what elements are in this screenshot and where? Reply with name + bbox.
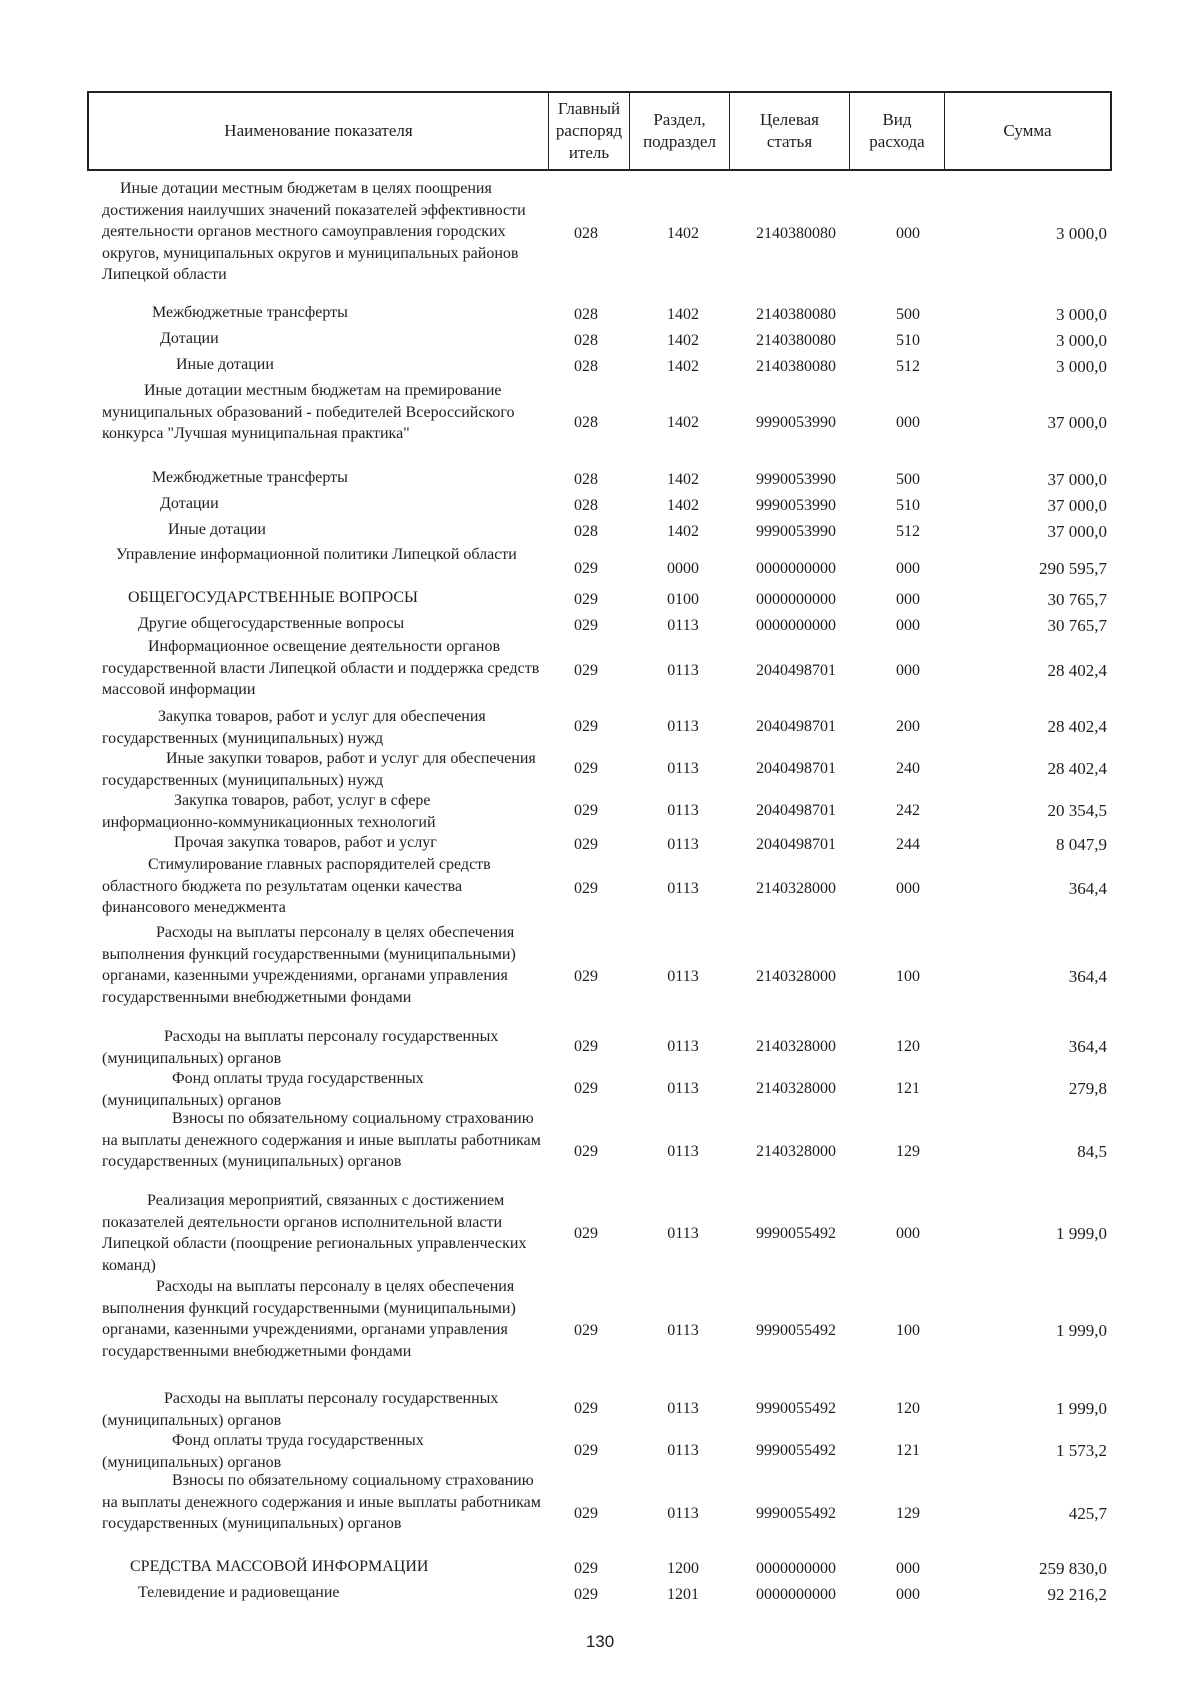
row-name: Межбюджетные трансферты — [152, 304, 348, 321]
row-vid-raskhoda: 000 — [896, 1225, 920, 1243]
table-header — [87, 91, 1112, 171]
row-name: Реализация мероприятий, связанных с достижением показателей деятельности органов исполнительной власти Липецкой области (поощрение региональных управленческих команд) — [102, 1192, 527, 1274]
row-summa: 3 000,0 — [1056, 356, 1107, 376]
row-name: Закупка товаров, работ, услуг в сфере информационно-коммуникационных технологий — [102, 792, 436, 831]
row-glavny-rasporyaditel: 029 — [574, 1400, 598, 1418]
row-razdel: 1402 — [667, 470, 699, 488]
row-name: Дотации — [160, 330, 219, 347]
row-tselevaya-statya: 2040498701 — [756, 718, 836, 736]
row-name: Взносы по обязательному социальному страхованию на выплаты денежного содержания и иные выплаты работникам государственных (муниципальных) органов — [102, 1472, 541, 1532]
row-summa: 364,4 — [1068, 879, 1107, 899]
row-glavny-rasporyaditel: 029 — [574, 718, 598, 736]
row-summa: 37 000,0 — [1047, 469, 1107, 489]
table-row — [0, 748, 1200, 790]
row-vid-raskhoda: 000 — [896, 225, 920, 243]
row-razdel: 0113 — [667, 1442, 699, 1460]
row-glavny-rasporyaditel: 029 — [574, 1038, 598, 1056]
row-name: Иные дотации — [176, 356, 274, 373]
row-name: Иные дотации местным бюджетам на премирование муниципальных образований - победителей Всероссийского конкурса "Лучшая муниципальная практика" — [102, 382, 515, 442]
row-razdel: 1402 — [667, 496, 699, 514]
row-glavny-rasporyaditel: 028 — [574, 522, 598, 540]
row-vid-raskhoda: 512 — [896, 357, 920, 375]
row-glavny-rasporyaditel: 028 — [574, 225, 598, 243]
row-tselevaya-statya: 2140328000 — [756, 880, 836, 898]
row-name: Расходы на выплаты персоналу государственных (муниципальных) органов — [102, 1028, 499, 1067]
row-vid-raskhoda: 000 — [896, 591, 920, 609]
row-glavny-rasporyaditel: 028 — [574, 496, 598, 514]
row-name: Иные дотации — [168, 521, 266, 538]
row-name: СРЕДСТВА МАССОВОЙ ИНФОРМАЦИИ — [130, 1558, 429, 1575]
row-vid-raskhoda: 000 — [896, 414, 920, 432]
header-razdel: Раздел, подраздел — [629, 93, 729, 169]
row-glavny-rasporyaditel: 029 — [574, 968, 598, 986]
row-tselevaya-statya: 2140328000 — [756, 1038, 836, 1056]
table-row — [0, 178, 1200, 290]
table-row — [0, 706, 1200, 748]
row-summa: 1 999,0 — [1056, 1321, 1107, 1341]
row-tselevaya-statya: 9990053990 — [756, 522, 836, 540]
row-glavny-rasporyaditel: 028 — [574, 331, 598, 349]
row-vid-raskhoda: 000 — [896, 1586, 920, 1604]
row-summa: 28 402,4 — [1047, 661, 1107, 681]
row-tselevaya-statya: 2140328000 — [756, 1143, 836, 1161]
row-glavny-rasporyaditel: 029 — [574, 1080, 598, 1098]
row-summa: 1 573,2 — [1056, 1441, 1107, 1461]
row-summa: 364,4 — [1068, 967, 1107, 987]
row-summa: 20 354,5 — [1047, 801, 1107, 821]
row-tselevaya-statya: 9990055492 — [756, 1442, 836, 1460]
row-tselevaya-statya: 2140380080 — [756, 331, 836, 349]
table-row — [0, 1276, 1200, 1386]
row-vid-raskhoda: 000 — [896, 559, 920, 577]
table-row — [0, 1430, 1200, 1472]
row-razdel: 1402 — [667, 305, 699, 323]
row-name: Закупка товаров, работ и услуг для обеспечения государственных (муниципальных) нужд — [102, 708, 486, 747]
row-razdel: 0113 — [667, 1225, 699, 1243]
row-summa: 84,5 — [1077, 1142, 1107, 1162]
row-vid-raskhoda: 000 — [896, 617, 920, 635]
row-tselevaya-statya: 2140328000 — [756, 1080, 836, 1098]
row-vid-raskhoda: 129 — [896, 1505, 920, 1523]
row-glavny-rasporyaditel: 029 — [574, 836, 598, 854]
row-summa: 28 402,4 — [1047, 759, 1107, 779]
row-summa: 290 595,7 — [1039, 558, 1107, 578]
table-row — [0, 493, 1200, 518]
row-razdel: 0113 — [667, 802, 699, 820]
row-name: ОБЩЕГОСУДАРСТВЕННЫЕ ВОПРОСЫ — [128, 589, 418, 606]
row-razdel: 1402 — [667, 225, 699, 243]
row-glavny-rasporyaditel: 029 — [574, 802, 598, 820]
row-tselevaya-statya: 0000000000 — [756, 1586, 836, 1604]
row-summa: 37 000,0 — [1047, 495, 1107, 515]
table-row — [0, 854, 1200, 924]
row-tselevaya-statya: 9990053990 — [756, 470, 836, 488]
row-tselevaya-statya: 0000000000 — [756, 1560, 836, 1578]
table-row — [0, 1582, 1200, 1608]
row-razdel: 0113 — [667, 1143, 699, 1161]
row-glavny-rasporyaditel: 029 — [574, 1322, 598, 1340]
row-name: Другие общегосударственные вопросы — [138, 615, 405, 632]
row-tselevaya-statya: 9990053990 — [756, 414, 836, 432]
table-row — [0, 1026, 1200, 1068]
row-name: Иные дотации местным бюджетам в целях поощрения достижения наилучших значений показателей эффективности деятельности органов местного самоуправления городских округов, муниципальных округов и муниципальных районов Липецкой области — [102, 180, 526, 283]
row-vid-raskhoda: 121 — [896, 1442, 920, 1460]
row-vid-raskhoda: 120 — [896, 1400, 920, 1418]
row-name: Стимулирование главных распорядителей средств областного бюджета по результатам оценки качества финансового менеджмента — [102, 856, 491, 916]
row-vid-raskhoda: 000 — [896, 662, 920, 680]
row-summa: 28 402,4 — [1047, 717, 1107, 737]
row-summa: 259 830,0 — [1039, 1559, 1107, 1579]
table-row — [0, 1068, 1200, 1110]
table-row — [0, 1108, 1200, 1196]
table-row — [0, 1556, 1200, 1582]
row-glavny-rasporyaditel: 029 — [574, 1505, 598, 1523]
row-razdel: 0000 — [667, 559, 699, 577]
row-glavny-rasporyaditel: 029 — [574, 1442, 598, 1460]
row-vid-raskhoda: 000 — [896, 1560, 920, 1578]
row-razdel: 0113 — [667, 1322, 699, 1340]
row-tselevaya-statya: 2040498701 — [756, 760, 836, 778]
row-name: Дотации — [160, 495, 219, 512]
row-vid-raskhoda: 500 — [896, 470, 920, 488]
table-row — [0, 302, 1200, 327]
row-vid-raskhoda: 200 — [896, 718, 920, 736]
row-tselevaya-statya: 9990055492 — [756, 1322, 836, 1340]
row-summa: 37 000,0 — [1047, 413, 1107, 433]
row-vid-raskhoda: 120 — [896, 1038, 920, 1056]
row-razdel: 1402 — [667, 357, 699, 375]
row-glavny-rasporyaditel: 028 — [574, 470, 598, 488]
row-summa: 37 000,0 — [1047, 521, 1107, 541]
row-glavny-rasporyaditel: 028 — [574, 414, 598, 432]
row-tselevaya-statya: 2140380080 — [756, 305, 836, 323]
row-razdel: 0113 — [667, 662, 699, 680]
row-summa: 3 000,0 — [1056, 224, 1107, 244]
header-glavny-rasporyaditel: Главный распоряд итель — [548, 93, 629, 169]
row-name: Взносы по обязательному социальному страхованию на выплаты денежного содержания и иные выплаты работникам государственных (муниципальных) органов — [102, 1110, 541, 1170]
row-name: Управление информационной политики Липецкой области — [116, 546, 517, 563]
row-summa: 279,8 — [1068, 1079, 1107, 1099]
row-name: Телевидение и радиовещание — [138, 1584, 340, 1601]
row-vid-raskhoda: 100 — [896, 1322, 920, 1340]
row-razdel: 0113 — [667, 836, 699, 854]
table-row — [0, 790, 1200, 832]
row-vid-raskhoda: 000 — [896, 880, 920, 898]
row-tselevaya-statya: 2140380080 — [756, 225, 836, 243]
header-name: Наименование показателя — [224, 121, 413, 140]
row-glavny-rasporyaditel: 029 — [574, 1225, 598, 1243]
row-name: Иные закупки товаров, работ и услуг для обеспечения государственных (муниципальных) нужд — [102, 750, 536, 789]
row-summa: 1 999,0 — [1056, 1224, 1107, 1244]
row-razdel: 0113 — [667, 760, 699, 778]
table-row — [0, 587, 1200, 613]
row-tselevaya-statya: 0000000000 — [756, 617, 836, 635]
row-tselevaya-statya: 9990055492 — [756, 1505, 836, 1523]
table-row — [0, 519, 1200, 544]
row-summa: 8 047,9 — [1056, 835, 1107, 855]
row-summa: 425,7 — [1068, 1504, 1107, 1524]
row-razdel: 1402 — [667, 522, 699, 540]
table-row — [0, 1190, 1200, 1278]
table-row — [0, 380, 1200, 466]
row-name: Расходы на выплаты персоналу в целях обеспечения выполнения функций государственными (муниципальными) органами, казенными учреждениями, органами управления государственными внебюджетными фондами — [102, 924, 516, 1006]
row-razdel: 0113 — [667, 1080, 699, 1098]
row-tselevaya-statya: 2040498701 — [756, 836, 836, 854]
row-tselevaya-statya: 2040498701 — [756, 662, 836, 680]
header-tselevaya-statya: Целевая статья — [729, 93, 849, 169]
row-summa: 30 765,7 — [1047, 590, 1107, 610]
row-glavny-rasporyaditel: 029 — [574, 760, 598, 778]
row-tselevaya-statya: 2140328000 — [756, 968, 836, 986]
row-glavny-rasporyaditel: 029 — [574, 559, 598, 577]
row-vid-raskhoda: 510 — [896, 496, 920, 514]
row-glavny-rasporyaditel: 029 — [574, 1143, 598, 1161]
row-glavny-rasporyaditel: 029 — [574, 880, 598, 898]
row-summa: 92 216,2 — [1047, 1585, 1107, 1605]
row-tselevaya-statya: 2040498701 — [756, 802, 836, 820]
row-razdel: 0113 — [667, 1505, 699, 1523]
page-number: 130 — [585, 1632, 615, 1651]
row-vid-raskhoda: 500 — [896, 305, 920, 323]
row-name: Информационное освещение деятельности органов государственной власти Липецкой области и поддержка средств массовой информации — [102, 638, 540, 698]
row-name: Прочая закупка товаров, работ и услуг — [174, 834, 437, 851]
table-row — [0, 922, 1200, 1032]
table-row — [0, 636, 1200, 706]
table-row — [0, 354, 1200, 379]
row-razdel: 0100 — [667, 591, 699, 609]
row-vid-raskhoda: 242 — [896, 802, 920, 820]
row-tselevaya-statya: 9990055492 — [756, 1400, 836, 1418]
row-tselevaya-statya: 9990055492 — [756, 1225, 836, 1243]
row-summa: 1 999,0 — [1056, 1399, 1107, 1419]
row-razdel: 1402 — [667, 414, 699, 432]
row-glavny-rasporyaditel: 028 — [574, 357, 598, 375]
row-razdel: 1402 — [667, 331, 699, 349]
row-vid-raskhoda: 121 — [896, 1080, 920, 1098]
row-tselevaya-statya: 0000000000 — [756, 591, 836, 609]
row-name: Фонд оплаты труда государственных (муниципальных) органов — [102, 1070, 424, 1109]
header-vid-raskhoda: Вид расхода — [849, 93, 944, 169]
row-razdel: 0113 — [667, 1038, 699, 1056]
row-tselevaya-statya: 2140380080 — [756, 357, 836, 375]
row-razdel: 0113 — [667, 1400, 699, 1418]
row-summa: 364,4 — [1068, 1037, 1107, 1057]
table-row — [0, 1470, 1200, 1558]
row-name: Фонд оплаты труда государственных (муниципальных) органов — [102, 1432, 424, 1471]
row-razdel: 1201 — [667, 1586, 699, 1604]
row-vid-raskhoda: 510 — [896, 331, 920, 349]
row-name: Межбюджетные трансферты — [152, 469, 348, 486]
row-name: Расходы на выплаты персоналу в целях обеспечения выполнения функций государственными (муниципальными) органами, казенными учреждениями, органами управления государственными внебюджетными фондами — [102, 1278, 516, 1360]
row-vid-raskhoda: 512 — [896, 522, 920, 540]
row-razdel: 1200 — [667, 1560, 699, 1578]
table-row — [0, 467, 1200, 492]
row-glavny-rasporyaditel: 029 — [574, 1560, 598, 1578]
row-tselevaya-statya: 9990053990 — [756, 496, 836, 514]
row-vid-raskhoda: 240 — [896, 760, 920, 778]
header-summa: Сумма — [944, 93, 1110, 169]
row-glavny-rasporyaditel: 029 — [574, 617, 598, 635]
row-razdel: 0113 — [667, 880, 699, 898]
row-vid-raskhoda: 244 — [896, 836, 920, 854]
row-vid-raskhoda: 129 — [896, 1143, 920, 1161]
row-razdel: 0113 — [667, 718, 699, 736]
row-glavny-rasporyaditel: 029 — [574, 591, 598, 609]
table-row — [0, 544, 1200, 593]
row-tselevaya-statya: 0000000000 — [756, 559, 836, 577]
row-glavny-rasporyaditel: 029 — [574, 662, 598, 680]
table-row — [0, 1388, 1200, 1430]
row-glavny-rasporyaditel: 028 — [574, 305, 598, 323]
row-razdel: 0113 — [667, 617, 699, 635]
row-summa: 3 000,0 — [1056, 304, 1107, 324]
row-name: Расходы на выплаты персоналу государственных (муниципальных) органов — [102, 1390, 499, 1429]
row-razdel: 0113 — [667, 968, 699, 986]
row-glavny-rasporyaditel: 029 — [574, 1586, 598, 1604]
row-summa: 30 765,7 — [1047, 616, 1107, 636]
row-summa: 3 000,0 — [1056, 330, 1107, 350]
table-row — [0, 328, 1200, 353]
row-vid-raskhoda: 100 — [896, 968, 920, 986]
